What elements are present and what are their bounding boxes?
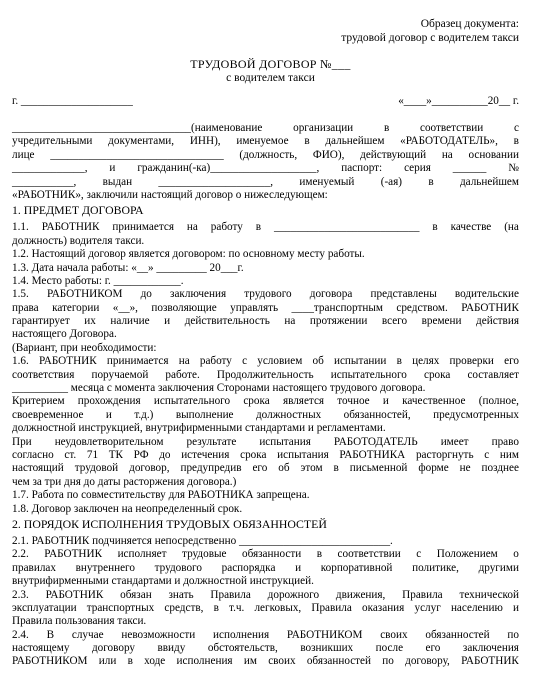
clause-1-1-line: должность) водителя такси. <box>12 234 145 247</box>
intro-line: ___________, выдан ____________________, именуемый (-ая) в дальнейшем <box>12 175 519 188</box>
clause-1-6-line: своевременное и т.д.) выполнение должностных обязанностей, предусмотренных <box>12 408 519 421</box>
document-title: ТРУДОВОЙ ДОГОВОР №___ <box>190 57 351 71</box>
clause-2-3-line: Правила пользования такси. <box>12 615 147 628</box>
city-field: г. ____________________ <box>12 95 133 107</box>
clause-1-7: 1.7. Работа по совместительству для РАБОТНИКА запрещена. <box>12 489 310 502</box>
sample-caption-line-2: трудовой договор с водителем такси <box>341 32 519 44</box>
document-body <box>12 122 519 669</box>
clause-1-1-line: 1.1. РАБОТНИК принимается на работу в __________________________ в качестве (на <box>12 221 519 234</box>
section-1-heading: 1. ПРЕДМЕТ ДОГОВОРА <box>12 203 144 218</box>
clause-1-6-line: 1.6. РАБОТНИК принимается на работу с условием об испытании в целях проверки его <box>12 355 519 368</box>
clause-2-4-line: настоящему договору ввиду обстоятельств, возникших после его заключения <box>12 642 519 655</box>
clause-1-2: 1.2. Настоящий договор является договором: по основному месту работы. <box>12 248 365 261</box>
clause-1-5-line: гарантирует их наличие и действительность на протяжении всего времени действия <box>12 315 519 328</box>
sample-caption-line-1: Образец документа: <box>420 18 519 30</box>
section-2-heading: 2. ПОРЯДОК ИСПОЛНЕНИЯ ТРУДОВЫХ ОБЯЗАННОСТЕЙ <box>12 516 327 531</box>
clause-1-6-line: __________ месяца с момента заключения Сторонами настоящего трудового договора. <box>12 382 426 395</box>
clause-1-3: 1.3. Дата начала работы: «__» _________ 20___г. <box>12 261 244 274</box>
clause-2-1: 2.1. РАБОТНИК подчиняется непосредственно ___________________________. <box>12 534 393 547</box>
clause-1-4: 1.4. Место работы: г. ____________. <box>12 274 184 287</box>
clause-2-4-line: 2.4. В случае невозможности исполнения РАБОТНИКОМ своих обязанностей по <box>12 628 519 641</box>
intro-line: лице _______________________________ (должность, ФИО), действующий на основании <box>12 148 519 161</box>
clause-1-6-line: согласно ст. 71 ТК РФ до истечения срока испытания РАБОТНИКА расторгнуть с ним <box>12 448 519 461</box>
clause-2-3-line: 2.3. РАБОТНИК обязан знать Правила дорожного движения, Правила технической <box>12 588 519 601</box>
clause-1-8: 1.8. Договор заключен на неопределенный срок. <box>12 502 243 515</box>
clause-1-6-line: должностной инструкцией, внутрифирменными стандартами и регламентами. <box>12 422 386 435</box>
clause-1-6-line: При неудовлетворительном результате испытания РАБОТОДАТЕЛЬ имеет право <box>12 435 519 448</box>
clause-2-4-line: РАБОТНИКОМ или в ходе исполнения им своих обязанностей по договору, РАБОТНИК <box>12 655 519 668</box>
clause-1-5-line: 1.5. РАБОТНИКОМ до заключения трудового договора представлены водительские <box>12 288 519 301</box>
clause-2-2-line: внутрифирменными стандартами и должностной инструкцией. <box>12 575 314 588</box>
intro-line: _____________, и гражданин(-ка)___________________, паспорт: серия ______ № <box>12 162 519 175</box>
clause-1-6-line: настоящий трудовой договор, предупредив его об этом в письменной форме не позднее <box>12 462 519 475</box>
clause-1-6-line: Критерием прохождения испытательного срока является точное и качественное (полное, <box>12 395 519 408</box>
intro-line: ________________________________(наименование организации в соответствии с <box>12 122 519 134</box>
intro-line: «РАБОТНИК», заключили настоящий договор о нижеследующем: <box>12 188 328 201</box>
clause-1-5-line: права категории «__», позволяющие управлять ____транспортным средством. РАБОТНИК <box>12 301 519 314</box>
document-subtitle: с водителем такси <box>226 72 315 84</box>
date-field: «____»__________20__ г. <box>398 95 519 107</box>
intro-paragraph <box>12 122 519 202</box>
variant-note: (Вариант, при необходимости: <box>12 341 157 354</box>
clause-2-2-line: правилах внутреннего трудового распорядка и корпоративной политике, другими <box>12 561 519 574</box>
clause-1-6-line: соответствия поручаемой работе. Продолжительность испытательного срока составляет <box>12 368 519 381</box>
intro-line: учредительными документами, ИНН), именуемое в дальнейшем «РАБОТОДАТЕЛЬ», в <box>12 135 519 148</box>
sample-caption <box>341 17 519 45</box>
clause-2-2-line: 2.2. РАБОТНИК исполняет трудовые обязанности в соответствии с Положением о <box>12 548 519 561</box>
clause-1-5-line: настоящего Договора. <box>12 328 117 341</box>
clause-2-3-line: эксплуатации транспортных средств, в т.ч. легковых, Правила оказания услуг населению и <box>12 601 519 614</box>
clause-1-6-line: чем за три дня до даты расторжения договора.) <box>12 475 237 488</box>
